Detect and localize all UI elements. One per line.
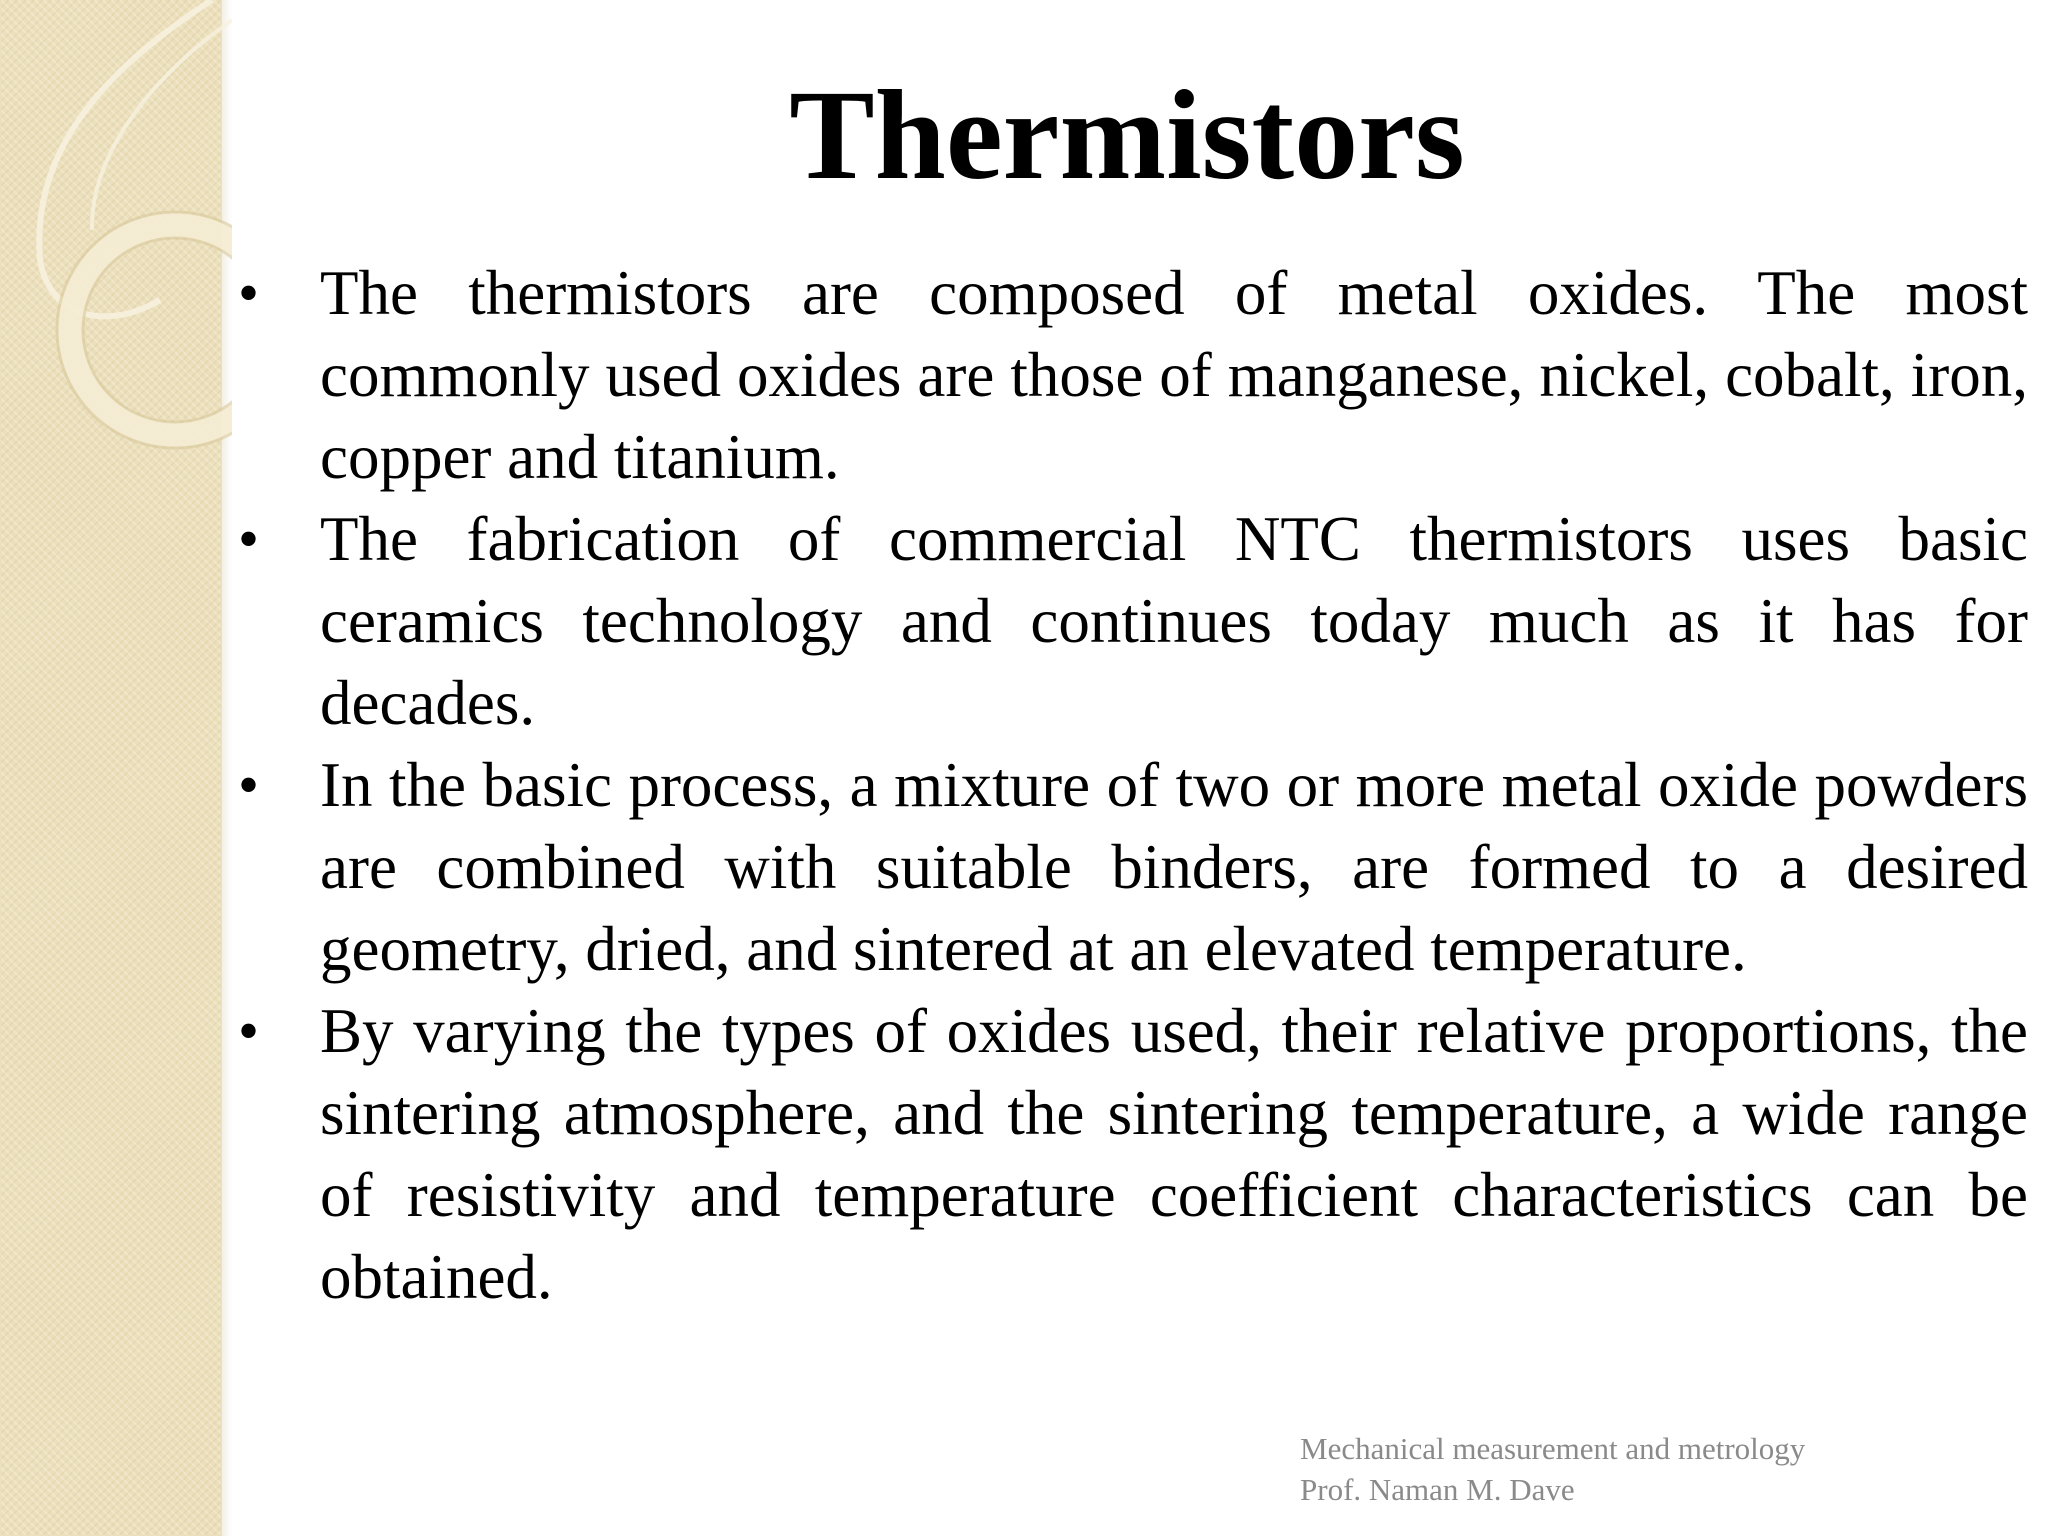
- slide-footer: [1300, 1428, 1805, 1510]
- bullet-dot-icon: •: [238, 998, 260, 1064]
- footer-course: Mechanical measurement and metrology: [1300, 1431, 1806, 1466]
- bullet-dot-icon: •: [238, 752, 260, 818]
- bullet-dot-icon: •: [238, 506, 260, 572]
- decorative-rings-graphic: [0, 0, 232, 520]
- bullet-item: [238, 990, 2028, 1318]
- bullet-list: [238, 252, 2028, 1318]
- bullet-item: [238, 498, 2028, 744]
- bullet-dot-icon: •: [238, 260, 260, 326]
- bullet-text: In the basic process, a mixture of two or more metal oxide powders are combined with suitable binders, are formed to a desired geometry, dried, and sintered at an elevated temperature.: [320, 750, 2028, 984]
- bullet-item: [238, 744, 2028, 990]
- bullet-text: By varying the types of oxides used, their relative proportions, the sintering atmosphere, and the sintering temperature, a wide range of resistivity and temperature coefficient characteristics can be obtained.: [320, 996, 2028, 1312]
- bullet-text: The thermistors are composed of metal oxides. The most commonly used oxides are those of manganese, nickel, cobalt, iron, copper and titanium.: [320, 258, 2028, 492]
- slide-title: Thermistors: [789, 64, 1465, 206]
- bullet-text: The fabrication of commercial NTC thermistors uses basic ceramics technology and continues today much as it has for decades.: [320, 504, 2028, 738]
- footer-author: Prof. Naman M. Dave: [1300, 1472, 1575, 1507]
- bullet-item: [238, 252, 2028, 498]
